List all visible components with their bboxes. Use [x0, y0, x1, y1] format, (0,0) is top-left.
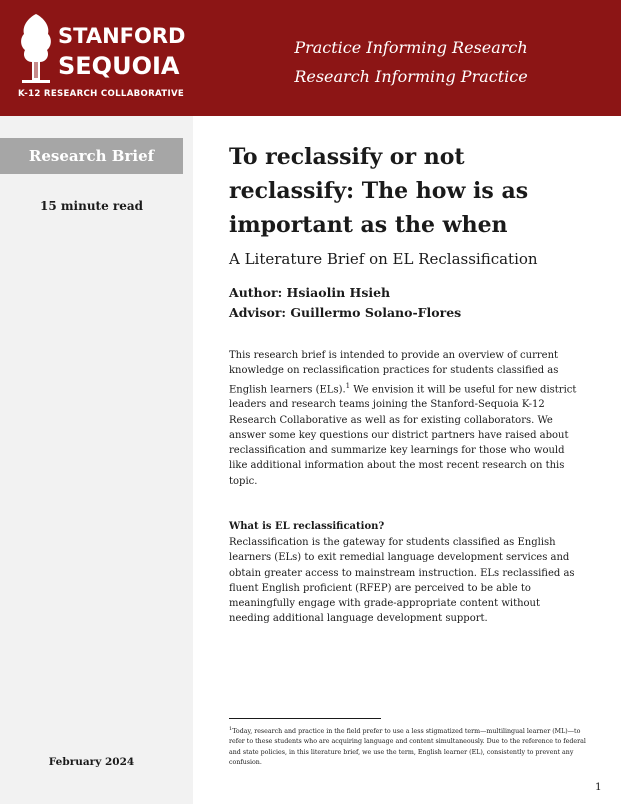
tagline-research-informing-practice: Research Informing Practice	[294, 67, 528, 86]
page-number: 1	[595, 781, 602, 793]
section-body: Reclassification is the gateway for students classified as English learners (ELs) to exit remedial language development services and obtain greater access to mainstream instruction. ELs reclassified as fluent English proficient (RFEP) are perceived to be able to meaningfully engage with grade-appropriate content without needing additional language development support.	[229, 537, 575, 625]
footnote-text: Today, research and practice in the field prefer to use a less stigmatized term—multilingual learner (ML)—to refer to these students who are acquiring language and content simultaneously. Due to the reference to federal and state policies, in this literature brief, we use the term, English learner (EL), consistently to prevent any confusion.	[229, 728, 586, 766]
logo-subtitle: K-12 RESEARCH COLLABORATIVE	[18, 89, 185, 99]
footnote-reference: 1	[345, 381, 351, 390]
logo-word-sequoia: SEQUOIA	[58, 52, 180, 80]
sequoia-tree-icon	[18, 12, 54, 84]
intro-paragraph	[229, 348, 581, 489]
subtitle: A Literature Brief on EL Reclassification	[229, 250, 538, 268]
tagline-practice-informing-research: Practice Informing Research	[294, 38, 528, 57]
intro-text-end: We envision it will be useful for new district leaders and research teams joining the Stanford-Sequoia K-12 Research Collaborative as well as for existing collaborators. We answer some key questions our district partners have raised about reclassification and summarize key learnings for those who would like additional information about the most recent research on this topic.	[229, 383, 577, 487]
read-time: 15 minute read	[39, 199, 144, 213]
logo-word-stanford: STANFORD	[58, 24, 186, 48]
publication-date: February 2024	[48, 756, 135, 768]
research-brief-label: Research Brief	[0, 138, 183, 174]
advisor: Advisor: Guillermo Solano-Flores	[229, 305, 462, 320]
page-title: To reclassify or not reclassify: The how is as important as the when	[229, 144, 529, 238]
footnote-divider	[229, 718, 381, 719]
sidebar	[0, 116, 193, 804]
footnote	[229, 724, 589, 768]
intro-text-start: This research brief is intended to provide an overview of current knowledge on reclassification practices for students classified as English learners (ELs).	[229, 350, 559, 395]
stanford-sequoia-logo	[18, 12, 186, 104]
author: Author: Hsiaolin Hsieh	[229, 285, 391, 300]
header-banner	[0, 0, 621, 116]
footnote-mark: 1	[229, 726, 233, 732]
section-heading: What is EL reclassification?	[229, 521, 385, 532]
